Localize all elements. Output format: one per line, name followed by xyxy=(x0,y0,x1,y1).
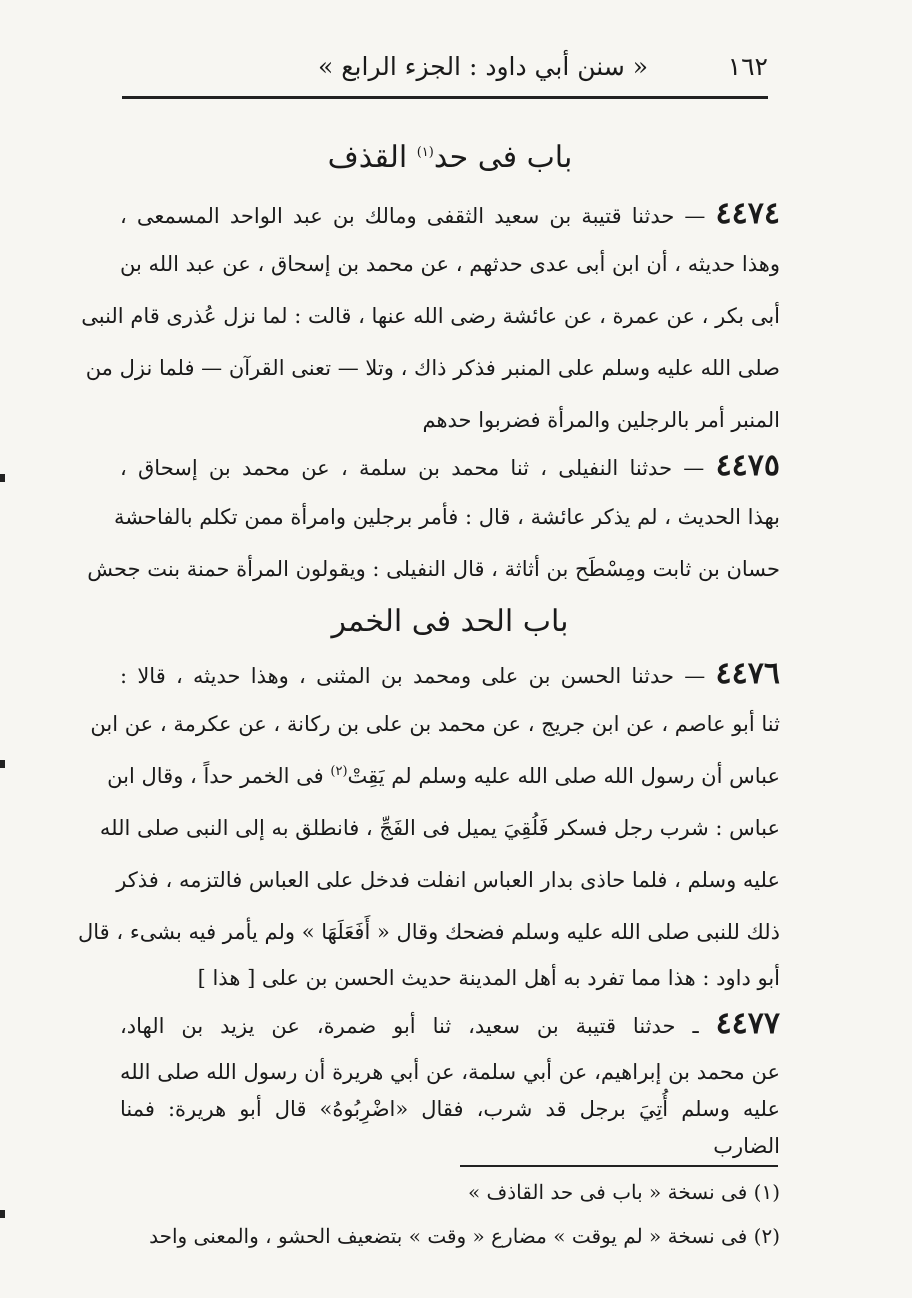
hadith-text: — حدثنا الحسن بن على ومحمد بن المثنى ، وهذا حديثه ، قالا : xyxy=(120,664,706,688)
hadith-4476-line-4: عباس : شرب رجل فسكر فَلُقِيَ يميل فى الفَجِّ ، فانطلق به إلى النبى صلى الله xyxy=(99,816,780,840)
hadith-4474-line-5: المنبر أمر بالرجلين والمرأة فضربوا حدهم xyxy=(422,408,780,432)
page-number: ١٦٢ xyxy=(727,52,768,81)
chapter-heading-qadhf xyxy=(120,140,780,175)
hadith-text-cont: فى الخمر حداً ، وقال ابن xyxy=(107,764,331,788)
footnote-ref-2: (٢) xyxy=(330,764,348,779)
running-header xyxy=(122,52,768,92)
hadith-text: — حدثنا قتيبة بن سعيد الثقفى ومالك بن عبد الواحد المسمعى ، xyxy=(120,204,706,228)
scan-edge-mark xyxy=(0,474,5,482)
hadith-number: ٤٤٧٥ xyxy=(715,448,781,483)
hadith-4476-line-2: ثنا أبو عاصم ، عن ابن جريج ، عن محمد بن على بن ركانة ، عن عكرمة ، عن ابن xyxy=(90,712,780,736)
hadith-number: ٤٤٧٧ xyxy=(715,1006,781,1041)
hadith-4476-line-7: أبو داود : هذا مما تفرد به أهل المدينة حديث الحسن بن على [ هذا ] xyxy=(197,966,780,990)
hadith-4475-line-1 xyxy=(120,448,780,483)
hadith-4476-line-5: عليه وسلم ، فلما حاذى بدار العباس انفلت فدخل على العباس فالتزمه ، فذكر xyxy=(116,868,780,892)
header-rule xyxy=(122,96,768,99)
footnote-mark: (١) xyxy=(753,1180,780,1204)
hadith-text: عباس أن رسول الله صلى الله عليه وسلم لم يَقِتْ xyxy=(347,764,780,788)
hadith-4477-line-4: الضارب xyxy=(713,1134,780,1158)
hadith-4476-line-6: ذلك للنبى صلى الله عليه وسلم فضحك وقال « أَفَعَلَهَا » ولم يأمر فيه بشىء ، قال xyxy=(78,920,780,944)
running-title: « سنن أبي داود : الجزء الرابع » xyxy=(318,52,649,81)
hadith-4474-line-1 xyxy=(120,196,780,231)
scan-edge-mark xyxy=(0,1210,5,1218)
chapter-heading-khamr: باب الحد فى الخمر xyxy=(331,604,569,639)
footnote-text: فى نسخة « لم يوقت » مضارع « وقت » بتضعيف الحشو ، والمعنى واحد xyxy=(149,1224,748,1248)
heading-text-end: القذف xyxy=(327,140,417,175)
hadith-4477-line-1 xyxy=(120,1006,780,1041)
hadith-4475-line-2: بهذا الحديث ، لم يذكر عائشة ، قال : فأمر برجلين وامرأة ممن تكلم بالفاحشة xyxy=(113,505,780,529)
hadith-4475-line-3: حسان بن ثابت ومِسْطَح بن أثاثة ، قال النفيلى : ويقولون المرأة حمنة بنت جحش xyxy=(87,557,780,581)
hadith-text: ـ حدثنا قتيبة بن سعيد، ثنا أبو ضمرة، عن يزيد بن الهاد، xyxy=(120,1014,699,1038)
heading-text: باب فى حد xyxy=(433,140,573,175)
footnote-rule xyxy=(460,1165,778,1167)
hadith-4477-line-3: عليه وسلم أُتِيَ برجل قد شرب، فقال «اضْرِبُوهُ» قال أبو هريرة: فمنا xyxy=(120,1097,780,1121)
hadith-4476-line-1 xyxy=(120,656,780,691)
scan-edge-mark xyxy=(0,760,5,768)
hadith-number: ٤٤٧٤ xyxy=(715,196,780,231)
footnote-2 xyxy=(120,1224,780,1248)
footnote-1 xyxy=(120,1180,780,1204)
hadith-4476-line-3 xyxy=(107,764,780,788)
hadith-text: — حدثنا النفيلى ، ثنا محمد بن سلمة ، عن محمد بن إسحاق ، xyxy=(120,456,705,480)
hadith-4474-line-4: صلى الله عليه وسلم على المنبر فذكر ذاك ، وتلا — تعنى القرآن — فلما نزل من xyxy=(85,356,780,380)
hadith-4477-line-2: عن محمد بن إبراهيم، عن أبي سلمة، عن أبي هريرة أن رسول الله صلى الله xyxy=(120,1060,780,1084)
hadith-4474-line-2: وهذا حديثه ، أن ابن أبى عدى حدثهم ، عن محمد بن إسحاق ، عن عبد الله بن xyxy=(120,252,780,276)
footnote-text: فى نسخة « باب فى حد القاذف » xyxy=(467,1180,748,1204)
footnote-ref-1: (١) xyxy=(416,145,434,160)
hadith-4474-line-3: أبى بكر ، عن عمرة ، عن عائشة رضى الله عنها ، قالت : لما نزل عُذرى قام النبى xyxy=(81,304,780,328)
hadith-number: ٤٤٧٦ xyxy=(715,656,780,691)
footnote-mark: (٢) xyxy=(753,1224,780,1248)
